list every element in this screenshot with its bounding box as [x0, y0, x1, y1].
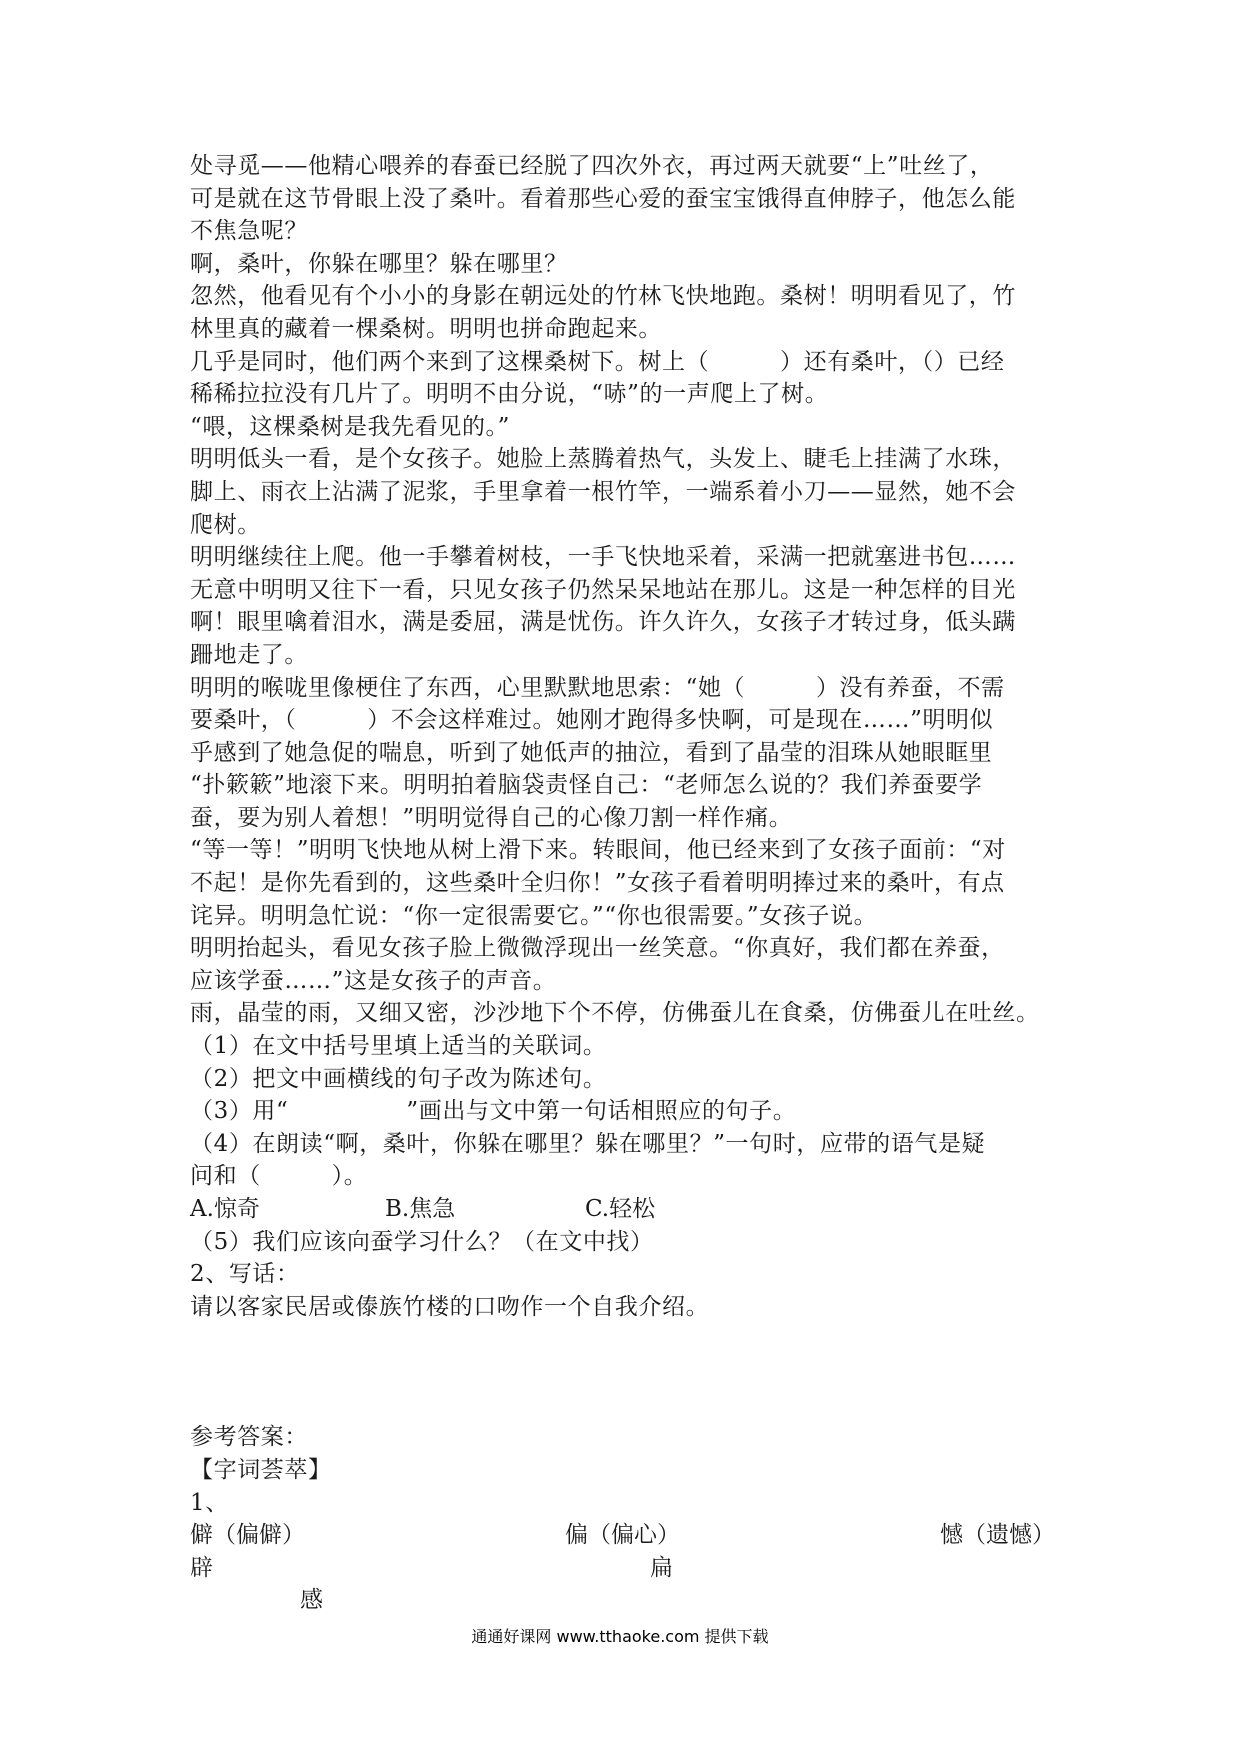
passage-line: 啊，桑叶，你躲在哪里？躲在哪里？: [190, 250, 568, 277]
writing-heading: 2、写话：: [190, 1261, 300, 1288]
passage-line: 不焦急呢？: [190, 218, 308, 245]
question-4: （4）在朗读“啊，桑叶，你躲在哪里？躲在哪里？”一句时，应带的语气是疑: [190, 1130, 986, 1157]
passage-line: 明明的喉咙里像梗住了东西，心里默默地思索：“她（ ）没有养蚕，不需: [190, 674, 1005, 701]
question-3: （3）用“ ”画出与文中第一句话相照应的句子。: [190, 1098, 797, 1125]
passage-line: 爬树。: [190, 511, 261, 538]
writing-section: [190, 1258, 1060, 1323]
passage-line: 诧异。明明急忙说：“你一定很需要它。”“你也很需要。”女孩子说。: [190, 902, 878, 929]
passage-line: 啊！眼里噙着泪水，满是委屈，满是忧伤。许久许久，女孩子才转过身，低头蹒: [190, 609, 1016, 636]
document-body: [190, 150, 1060, 1617]
passage-line: 明明抬起头，看见女孩子脸上微微浮现出一丝笑意。“你真好，我们都在养蚕，: [190, 935, 1005, 962]
option-c: C.轻松: [585, 1196, 656, 1222]
passage-line: 稀稀拉拉没有几片了。明明不由分说，“哧”的一声爬上了树。: [190, 381, 829, 408]
answers-section-title: 【字词荟萃】: [190, 1456, 332, 1483]
answer-cell: 扁: [650, 1554, 673, 1581]
passage-line: 明明低头一看，是个女孩子。她脸上蒸腾着热气，头发上、睫毛上挂满了水珠，: [190, 446, 1016, 473]
answer-cell: 憾（遗憾）: [940, 1522, 1055, 1549]
passage-line: 跚地走了。: [190, 641, 308, 668]
answer-key: [190, 1421, 1060, 1617]
passage-line: 脚上、雨衣上沾满了泥浆，手里拿着一根竹竿，一端系着小刀——显然，她不会: [190, 478, 1016, 505]
passage-line: 忽然，他看见有个小小的身影在朝远处的竹林飞快地跑。桑树！明明看见了，竹: [190, 283, 1016, 310]
passage-line: “扑簌簌”地滚下来。明明拍着脑袋责怪自己：“老师怎么说的？我们养蚕要学: [190, 772, 983, 799]
answer-row: [190, 1519, 1060, 1552]
question-5: （5）我们应该向蚕学习什么？（在文中找）: [190, 1228, 654, 1255]
answer-row: [190, 1552, 1060, 1585]
answer-cell: 偏（偏心）: [565, 1522, 680, 1549]
reading-passage: [190, 150, 1060, 1030]
answers-number: 1、: [190, 1489, 229, 1516]
passage-line: 明明继续往上爬。他一手攀着树枝，一手飞快地采着，采满一把就塞进书包……: [190, 544, 1016, 571]
passage-line: 不起！是你先看到的，这些桑叶全归你！”女孩子看着明明捧过来的桑叶，有点: [190, 870, 1005, 897]
question-4-continued: 问和（ ）。: [190, 1163, 368, 1190]
answer-options: [190, 1193, 1060, 1226]
writing-prompt: 请以客家民居或傣族竹楼的口吻作一个自我介绍。: [190, 1293, 710, 1320]
passage-line: 应该学蚕……”这是女孩子的声音。: [190, 967, 557, 994]
passage-line: 无意中明明又往下一看，只见女孩子仍然呆呆地站在那儿。这是一种怎样的目光: [190, 576, 1016, 603]
answer-cell: 感: [300, 1587, 323, 1614]
passage-line: 乎感到了她急促的喘息，听到了她低声的抽泣，看到了晶莹的泪珠从她眼眶里: [190, 739, 993, 766]
question-1: （1）在文中括号里填上适当的关联词。: [190, 1033, 607, 1060]
passage-line: 林里真的藏着一棵桑树。明明也拼命跑起来。: [190, 315, 662, 342]
blank-space: [190, 1323, 1060, 1421]
page-footer: 通通好课网 www.tthaoke.com 提供下载: [471, 1627, 769, 1646]
passage-line: 可是就在这节骨眼上没了桑叶。看着那些心爱的蚕宝宝饿得直伸脖子，他怎么能: [190, 185, 1016, 212]
answer-cell: 僻（偏僻）: [190, 1522, 305, 1549]
option-a: A.惊奇: [190, 1196, 260, 1222]
answers-heading: 参考答案：: [190, 1424, 308, 1451]
passage-line: “等一等！”明明飞快地从树上滑下来。转眼间，他已经来到了女孩子面前：“对: [190, 837, 1006, 864]
passage-line: 要桑叶，（ ）不会这样难过。她刚才跑得多快啊，可是现在……”明明似: [190, 707, 994, 734]
answer-row: [190, 1584, 1060, 1617]
question-list: [190, 1030, 1060, 1258]
option-b: B.焦急: [385, 1196, 456, 1222]
passage-line: 蚕，要为别人着想！”明明觉得自己的心像刀割一样作痛。: [190, 804, 793, 831]
passage-line: 几乎是同时，他们两个来到了这棵桑树下。树上（ ）还有桑叶，（）已经: [190, 348, 1005, 375]
passage-line: 处寻觅——他精心喂养的春蚕已经脱了四次外衣，再过两天就要“上”吐丝了，: [190, 153, 994, 179]
question-2: （2）把文中画横线的句子改为陈述句。: [190, 1065, 607, 1092]
answer-cell: 辟: [190, 1554, 213, 1581]
passage-line: “喂，这棵桑树是我先看见的。”: [190, 413, 511, 440]
passage-line: 雨，晶莹的雨，又细又密，沙沙地下个不停，仿佛蚕儿在食桑，仿佛蚕儿在吐丝。: [190, 1000, 1040, 1027]
